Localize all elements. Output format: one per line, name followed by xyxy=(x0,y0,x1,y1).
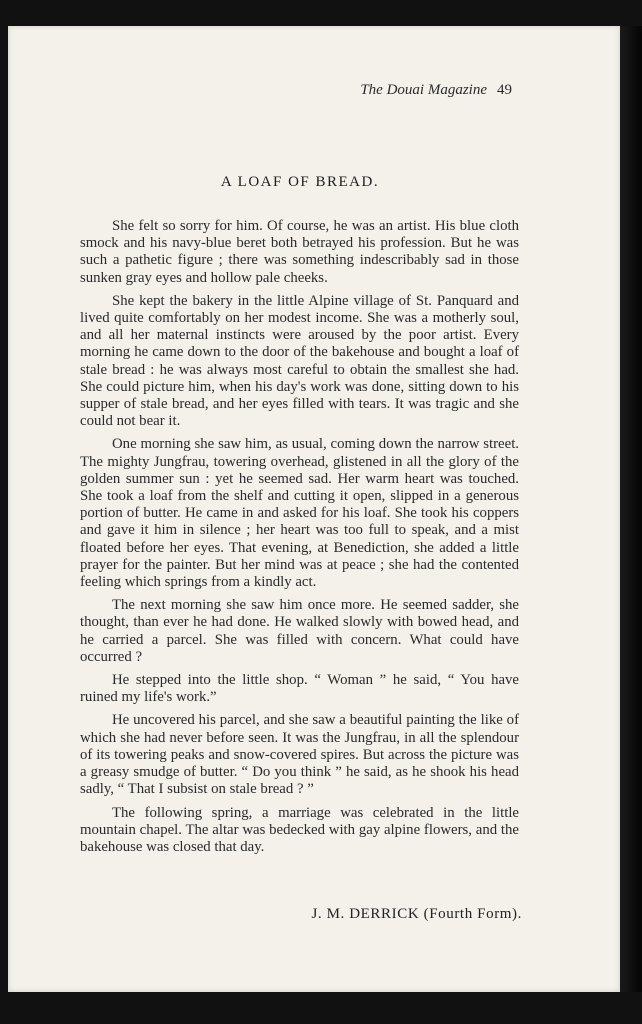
paragraph-3: One morning she saw him, as usual, coming down the narrow street. The mighty Jungfrau, towering overhead, glistened in all the glory of the golden summer sun : yet he seemed sad. Her warm heart was touched. She took a loaf from the shelf and cutting it open, slipped in a generous portion of butter. He came in and asked for his loaf. She took his coppers and gave it him in silence ; her heart was too full to speak, and a mist floated before her eyes. That evening, at Benediction, she added a little prayer for the painter. But her mind was at peace ; she had the contented feeling which springs from a kindly act. xyxy=(80,436,519,591)
author-signature: J. M. DERRICK (Fourth Form). xyxy=(311,906,522,922)
paragraph-2: She kept the bakery in the little Alpine village of St. Panquard and lived quite comfortably on her modest income. She was a motherly soul, and all her maternal instincts were aroused by the poor artist. Every morning he came down to the door of the bakehouse and bought a loaf of stale bread : he was always most careful to obtain the smallest she had. She could picture him, when his day's work was done, sitting down to his supper of stale bread, and her eyes filled with tears. It was tragic and she could not bear it. xyxy=(80,292,519,430)
paragraph-5: He stepped into the little shop. “ Woman ” he said, “ You have ruined my life's work.” xyxy=(80,672,519,706)
paragraph-4: The next morning she saw him once more. He seemed sadder, she thought, than ever he had done. He walked slowly with bowed head, and he carried a parcel. She was filled with concern. What could have occurred ? xyxy=(80,597,519,665)
article-body xyxy=(80,218,519,862)
paragraph-7: The following spring, a marriage was celebrated in the little mountain chapel. The altar was bedecked with gay alpine flowers, and the bakehouse was closed that day. xyxy=(80,804,519,855)
running-header xyxy=(300,82,512,99)
paragraph-1: She felt so sorry for him. Of course, he was an artist. His blue cloth smock and his navy-blue beret both betrayed his profession. But he was such a pathetic figure ; there was something indescribably sad in those sunken gray eyes and hollow pale cheeks. xyxy=(80,218,519,286)
paragraph-6: He uncovered his parcel, and she saw a beautiful painting the like of which she had never before seen. It was the Jungfrau, in all the splendour of its towering peaks and snow-covered spires. But across the picture was a greasy smudge of butter. “ Do you think ” he said, as he shook his head sadly, “ That I subsist on stale bread ? ” xyxy=(80,712,519,798)
article-title: A LOAF OF BREAD. xyxy=(220,174,380,190)
page-number: 49 xyxy=(497,82,512,98)
magazine-name: The Douai Magazine xyxy=(360,82,487,98)
book-edge xyxy=(620,26,642,992)
